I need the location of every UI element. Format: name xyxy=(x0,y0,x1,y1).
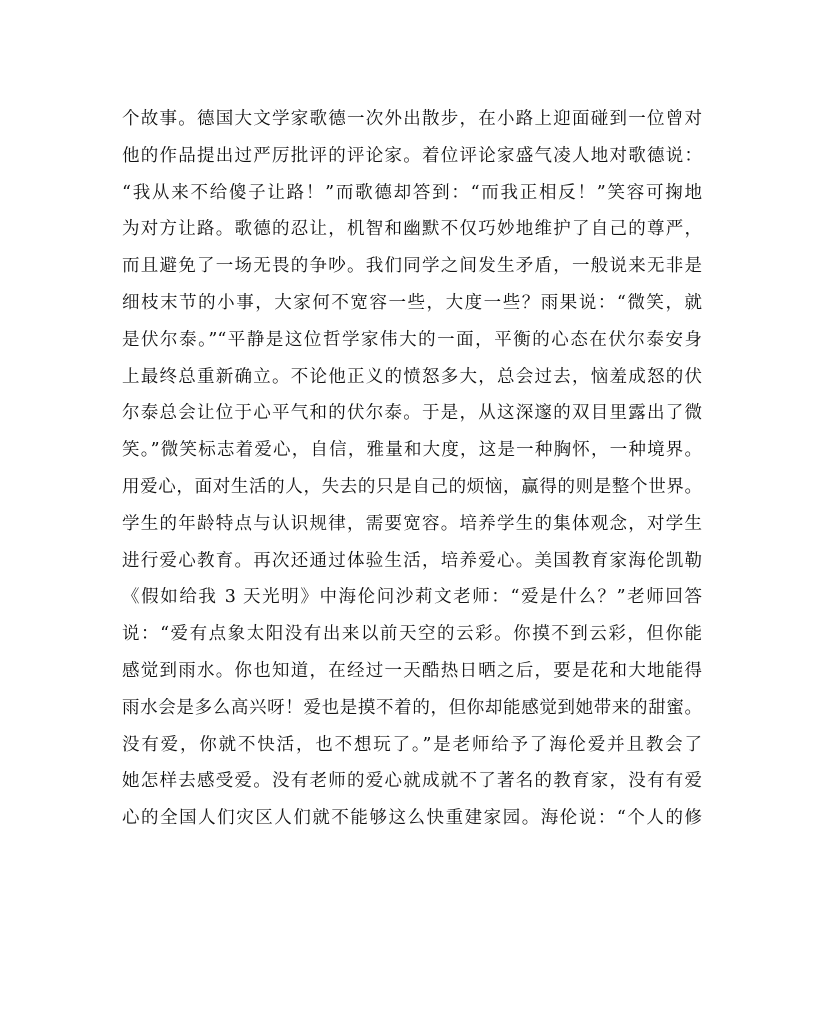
text-line: 心的全国人们灾区人们就不能够这么快重建家园。海伦说：“个人的修 xyxy=(122,808,702,829)
text-line: 为对方让路。歌德的忍让，机智和幽默不仅巧妙地维护了自己的尊严， xyxy=(122,219,702,240)
text-line: 细枝末节的小事，大家何不宽容一些，大度一些？雨果说：“微笑，就 xyxy=(122,292,702,313)
text-line: 她怎样去感受爱。没有老师的爱心就成就不了著名的教育家，没有有爱 xyxy=(122,771,702,792)
text-line: 学生的年龄特点与认识规律，需要宽容。培养学生的集体观念，对学生 xyxy=(122,513,702,534)
text-line: 雨水会是多么高兴呀！爱也是摸不着的，但你却能感觉到她带来的甜蜜。 xyxy=(122,697,702,718)
text-line: 进行爱心教育。再次还通过体验生活，培养爱心。美国教育家海伦凯勒 xyxy=(122,550,702,571)
text-line: 《假如给我 3 天光明》中海伦问沙莉文老师：“爱是什么？”老师回答 xyxy=(122,587,702,608)
text-line: 说：“爱有点象太阳没有出来以前天空的云彩。你摸不到云彩，但你能 xyxy=(122,624,702,645)
text-line: 他的作品提出过严厉批评的评论家。着位评论家盛气凌人地对歌德说： xyxy=(122,145,702,166)
text-line: 用爱心，面对生活的人，失去的只是自己的烦恼，赢得的则是整个世界。 xyxy=(122,476,702,497)
text-line: 笑。”微笑标志着爱心，自信，雅量和大度，这是一种胸怀，一种境界。 xyxy=(122,440,702,461)
body-text xyxy=(122,101,702,837)
text-line: 没有爱，你就不快活，也不想玩了。”是老师给予了海伦爱并且教会了 xyxy=(122,734,702,755)
text-line: 尔泰总会让位于心平气和的伏尔泰。于是，从这深邃的双目里露出了微 xyxy=(122,403,702,424)
text-line: 上最终总重新确立。不论他正义的愤怒多大，总会过去，恼羞成怒的伏 xyxy=(122,366,702,387)
text-line: 感觉到雨水。你也知道，在经过一天酷热日晒之后，要是花和大地能得 xyxy=(122,660,702,681)
text-line: 是伏尔泰。”“平静是这位哲学家伟大的一面，平衡的心态在伏尔泰安身 xyxy=(122,329,702,350)
text-line: 而且避免了一场无畏的争吵。我们同学之间发生矛盾，一般说来无非是 xyxy=(122,256,702,277)
text-line: “我从来不给傻子让路！”而歌德却答到：“而我正相反！”笑容可掬地 xyxy=(122,182,702,203)
text-line: 个故事。德国大文学家歌德一次外出散步，在小路上迎面碰到一位曾对 xyxy=(122,109,702,129)
